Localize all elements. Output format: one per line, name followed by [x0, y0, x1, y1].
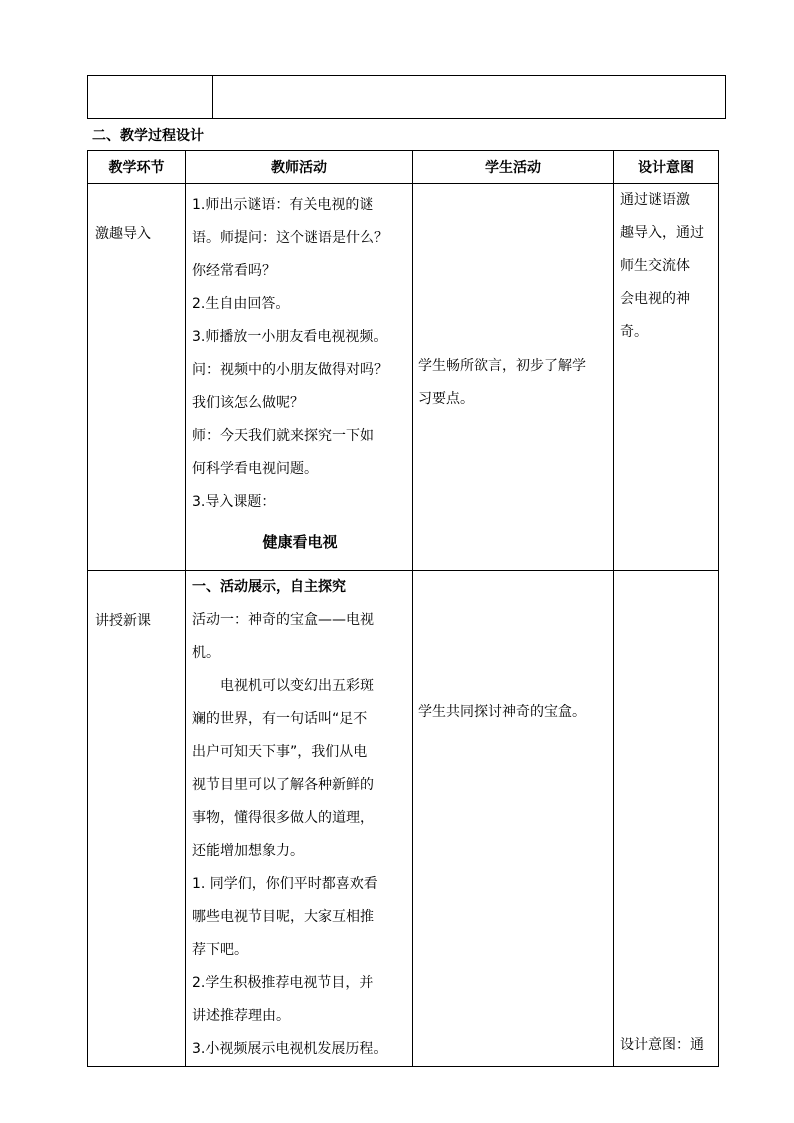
intent-line: 奇。 — [620, 324, 648, 340]
teacher-line: 2.生自由回答。 — [192, 296, 290, 312]
teacher-line: 活动一：神奇的宝盒——电视 — [192, 612, 374, 628]
teacher-line: 视节目里可以了解各种新鲜的 — [192, 777, 374, 793]
teacher-line: 师：今天我们就来探究一下如 — [192, 428, 374, 444]
teacher-line: 2.学生积极推荐电视节目，并 — [192, 975, 374, 991]
student-line: 学生共同探讨神奇的宝盒。 — [418, 704, 586, 720]
teaching-process-table — [87, 150, 719, 1067]
header-row — [88, 151, 719, 184]
stage-label: 激趣导入 — [95, 226, 151, 242]
intent-line: 设计意图：通 — [620, 1037, 704, 1053]
top-table-fragment — [87, 75, 726, 119]
teacher-line: 哪些电视节目呢，大家互相推 — [192, 909, 374, 925]
table-row — [88, 571, 719, 1067]
stage-label: 讲授新课 — [95, 613, 151, 629]
teacher-line: 语。师提问：这个谜语是什么？ — [192, 230, 388, 246]
teacher-line: 1. 同学们，你们平时都喜欢看 — [192, 876, 378, 892]
teacher-cell — [186, 184, 413, 571]
section-heading: 二、教学过程设计 — [92, 128, 204, 144]
stage-cell — [88, 184, 186, 571]
intent-line: 趣导入，通过 — [620, 225, 704, 241]
top-table-divider — [212, 76, 213, 118]
teacher-line: 机。 — [192, 645, 220, 661]
teacher-line: 1.师出示谜语：有关电视的谜 — [192, 197, 374, 213]
teacher-line: 还能增加想象力。 — [192, 843, 304, 859]
teacher-line: 出户可知天下事”，我们从电 — [192, 744, 368, 760]
teacher-line: 3.小视频展示电视机发展历程。 — [192, 1041, 388, 1057]
teacher-line: 你经常看吗？ — [192, 263, 276, 279]
teacher-line: 荐下吧。 — [192, 942, 248, 958]
table-row — [88, 184, 719, 571]
teacher-line: 斓的世界，有一句话叫“足不 — [192, 711, 368, 727]
teacher-line: 电视机可以变幻出五彩斑 — [220, 678, 374, 694]
header-teacher: 教师活动 — [186, 151, 413, 184]
header-intent: 设计意图 — [614, 151, 719, 184]
teacher-line: 事物，懂得很多做人的道理， — [192, 810, 374, 826]
student-cell — [413, 184, 614, 571]
teacher-line: 问：视频中的小朋友做得对吗？ — [192, 362, 388, 378]
header-stage: 教学环节 — [88, 151, 186, 184]
intent-cell — [614, 184, 719, 571]
teacher-line: 讲述推荐理由。 — [192, 1008, 290, 1024]
teacher-line: 何科学看电视问题。 — [192, 461, 318, 477]
student-line: 习要点。 — [418, 391, 474, 407]
intent-line: 师生交流体 — [620, 258, 690, 274]
student-line: 学生畅所欲言，初步了解学 — [418, 358, 586, 374]
intent-cell — [614, 571, 719, 1067]
teacher-line: 3.师播放一小朋友看电视视频。 — [192, 329, 388, 345]
intent-line: 通过谜语激 — [620, 192, 690, 208]
student-cell — [413, 571, 614, 1067]
lesson-topic: 健康看电视 — [262, 533, 338, 551]
activity-heading: 一、活动展示，自主探究 — [192, 579, 346, 595]
header-student: 学生活动 — [413, 151, 614, 184]
teacher-cell — [186, 571, 413, 1067]
intent-line: 会电视的神 — [620, 291, 690, 307]
teacher-line: 3.导入课题： — [192, 494, 276, 510]
stage-cell — [88, 571, 186, 1067]
teacher-line: 我们该怎么做呢？ — [192, 395, 304, 411]
